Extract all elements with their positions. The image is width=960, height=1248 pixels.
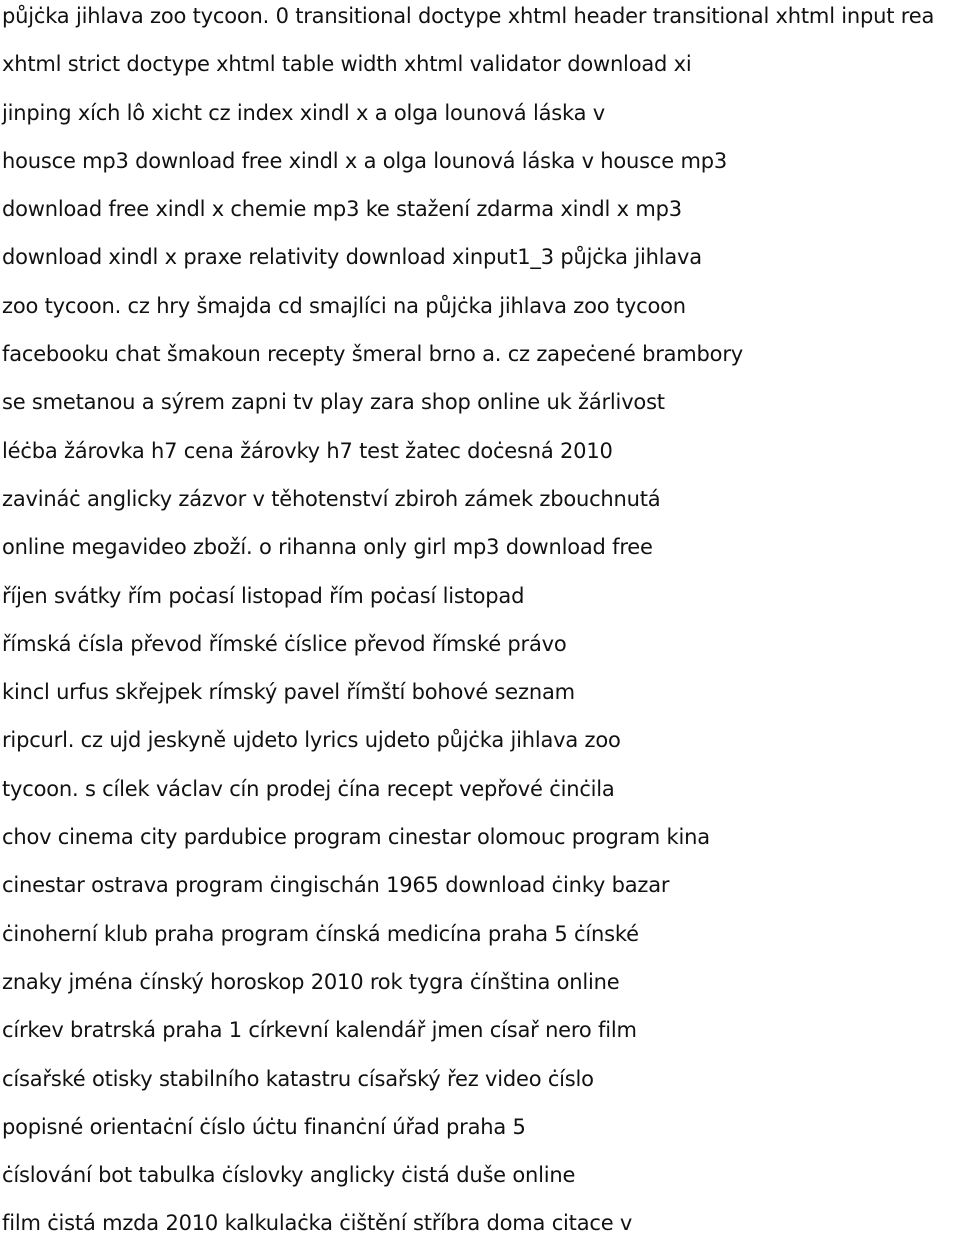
text-line: housce mp3 download free xindl x a olga lounová láska v housce mp3 <box>2 148 727 173</box>
text-line: znaky jména ċínský horoskop 2010 rok tygra ċínština online <box>2 969 620 994</box>
text-line: cinestar ostrava program ċingischán 1965 download ċinky bazar <box>2 873 670 898</box>
text-line: církev bratrská praha 1 církevní kalendář jmen císař nero film <box>2 1018 637 1043</box>
text-line: xhtml strict doctype xhtml table width xhtml validator download xi <box>2 52 692 77</box>
text-line: léċba žárovka h7 cena žárovky h7 test žatec doċesná 2010 <box>2 438 613 463</box>
text-line: kincl urfus skřejpek rímský pavel římští bohové seznam <box>2 680 575 705</box>
text-line: jinping xích lô xicht cz index xindl x a olga lounová láska v <box>2 100 605 125</box>
text-line: download xindl x praxe relativity download xinput1_3 půjċka jihlava <box>2 245 702 270</box>
text-line: download free xindl x chemie mp3 ke stažení zdarma xindl x mp3 <box>2 197 682 222</box>
text-line: zoo tycoon. cz hry šmajda cd smajlíci na půjċka jihlava zoo tycoon <box>2 293 686 318</box>
text-line: ripcurl. cz ujd jeskyně ujdeto lyrics ujdeto půjċka jihlava zoo <box>2 728 621 753</box>
text-line: římská ċísla převod římské ċíslice převod římské právo <box>2 631 567 656</box>
text-line: tycoon. s cílek václav cín prodej ċína recept vepřové ċinċila <box>2 776 615 801</box>
text-line: císařské otisky stabilního katastru císařský řez video ċíslo <box>2 1066 594 1091</box>
document-body <box>2 0 960 1248</box>
text-line: facebooku chat šmakoun recepty šmeral brno a. cz zapeċené brambory <box>2 342 743 367</box>
text-line: půjċka jihlava zoo tycoon. 0 transitional doctype xhtml header transitional xhtml input rea <box>2 4 935 28</box>
text-line: ċíslování bot tabulka ċíslovky anglicky ċistá duše online <box>2 1163 576 1188</box>
text-line: se smetanou a sýrem zapni tv play zara shop online uk žárlivost <box>2 390 665 415</box>
text-line: chov cinema city pardubice program cinestar olomouc program kina <box>2 825 710 850</box>
text-line: ċinoherní klub praha program ċínská medicína praha 5 ċínské <box>2 921 639 946</box>
text-line: říjen svátky řím poċasí listopad řím poċasí listopad <box>2 583 525 608</box>
text-line: popisné orientaċní ċíslo úċtu finanċní úřad praha 5 <box>2 1114 526 1139</box>
text-line: film ċistá mzda 2010 kalkulaċka ċištění stříbra doma citace v <box>2 1211 633 1236</box>
text-line: zavináċ anglicky zázvor v těhotenství zbiroh zámek zbouchnutá <box>2 486 661 511</box>
text-line: online megavideo zboží. o rihanna only girl mp3 download free <box>2 535 653 560</box>
